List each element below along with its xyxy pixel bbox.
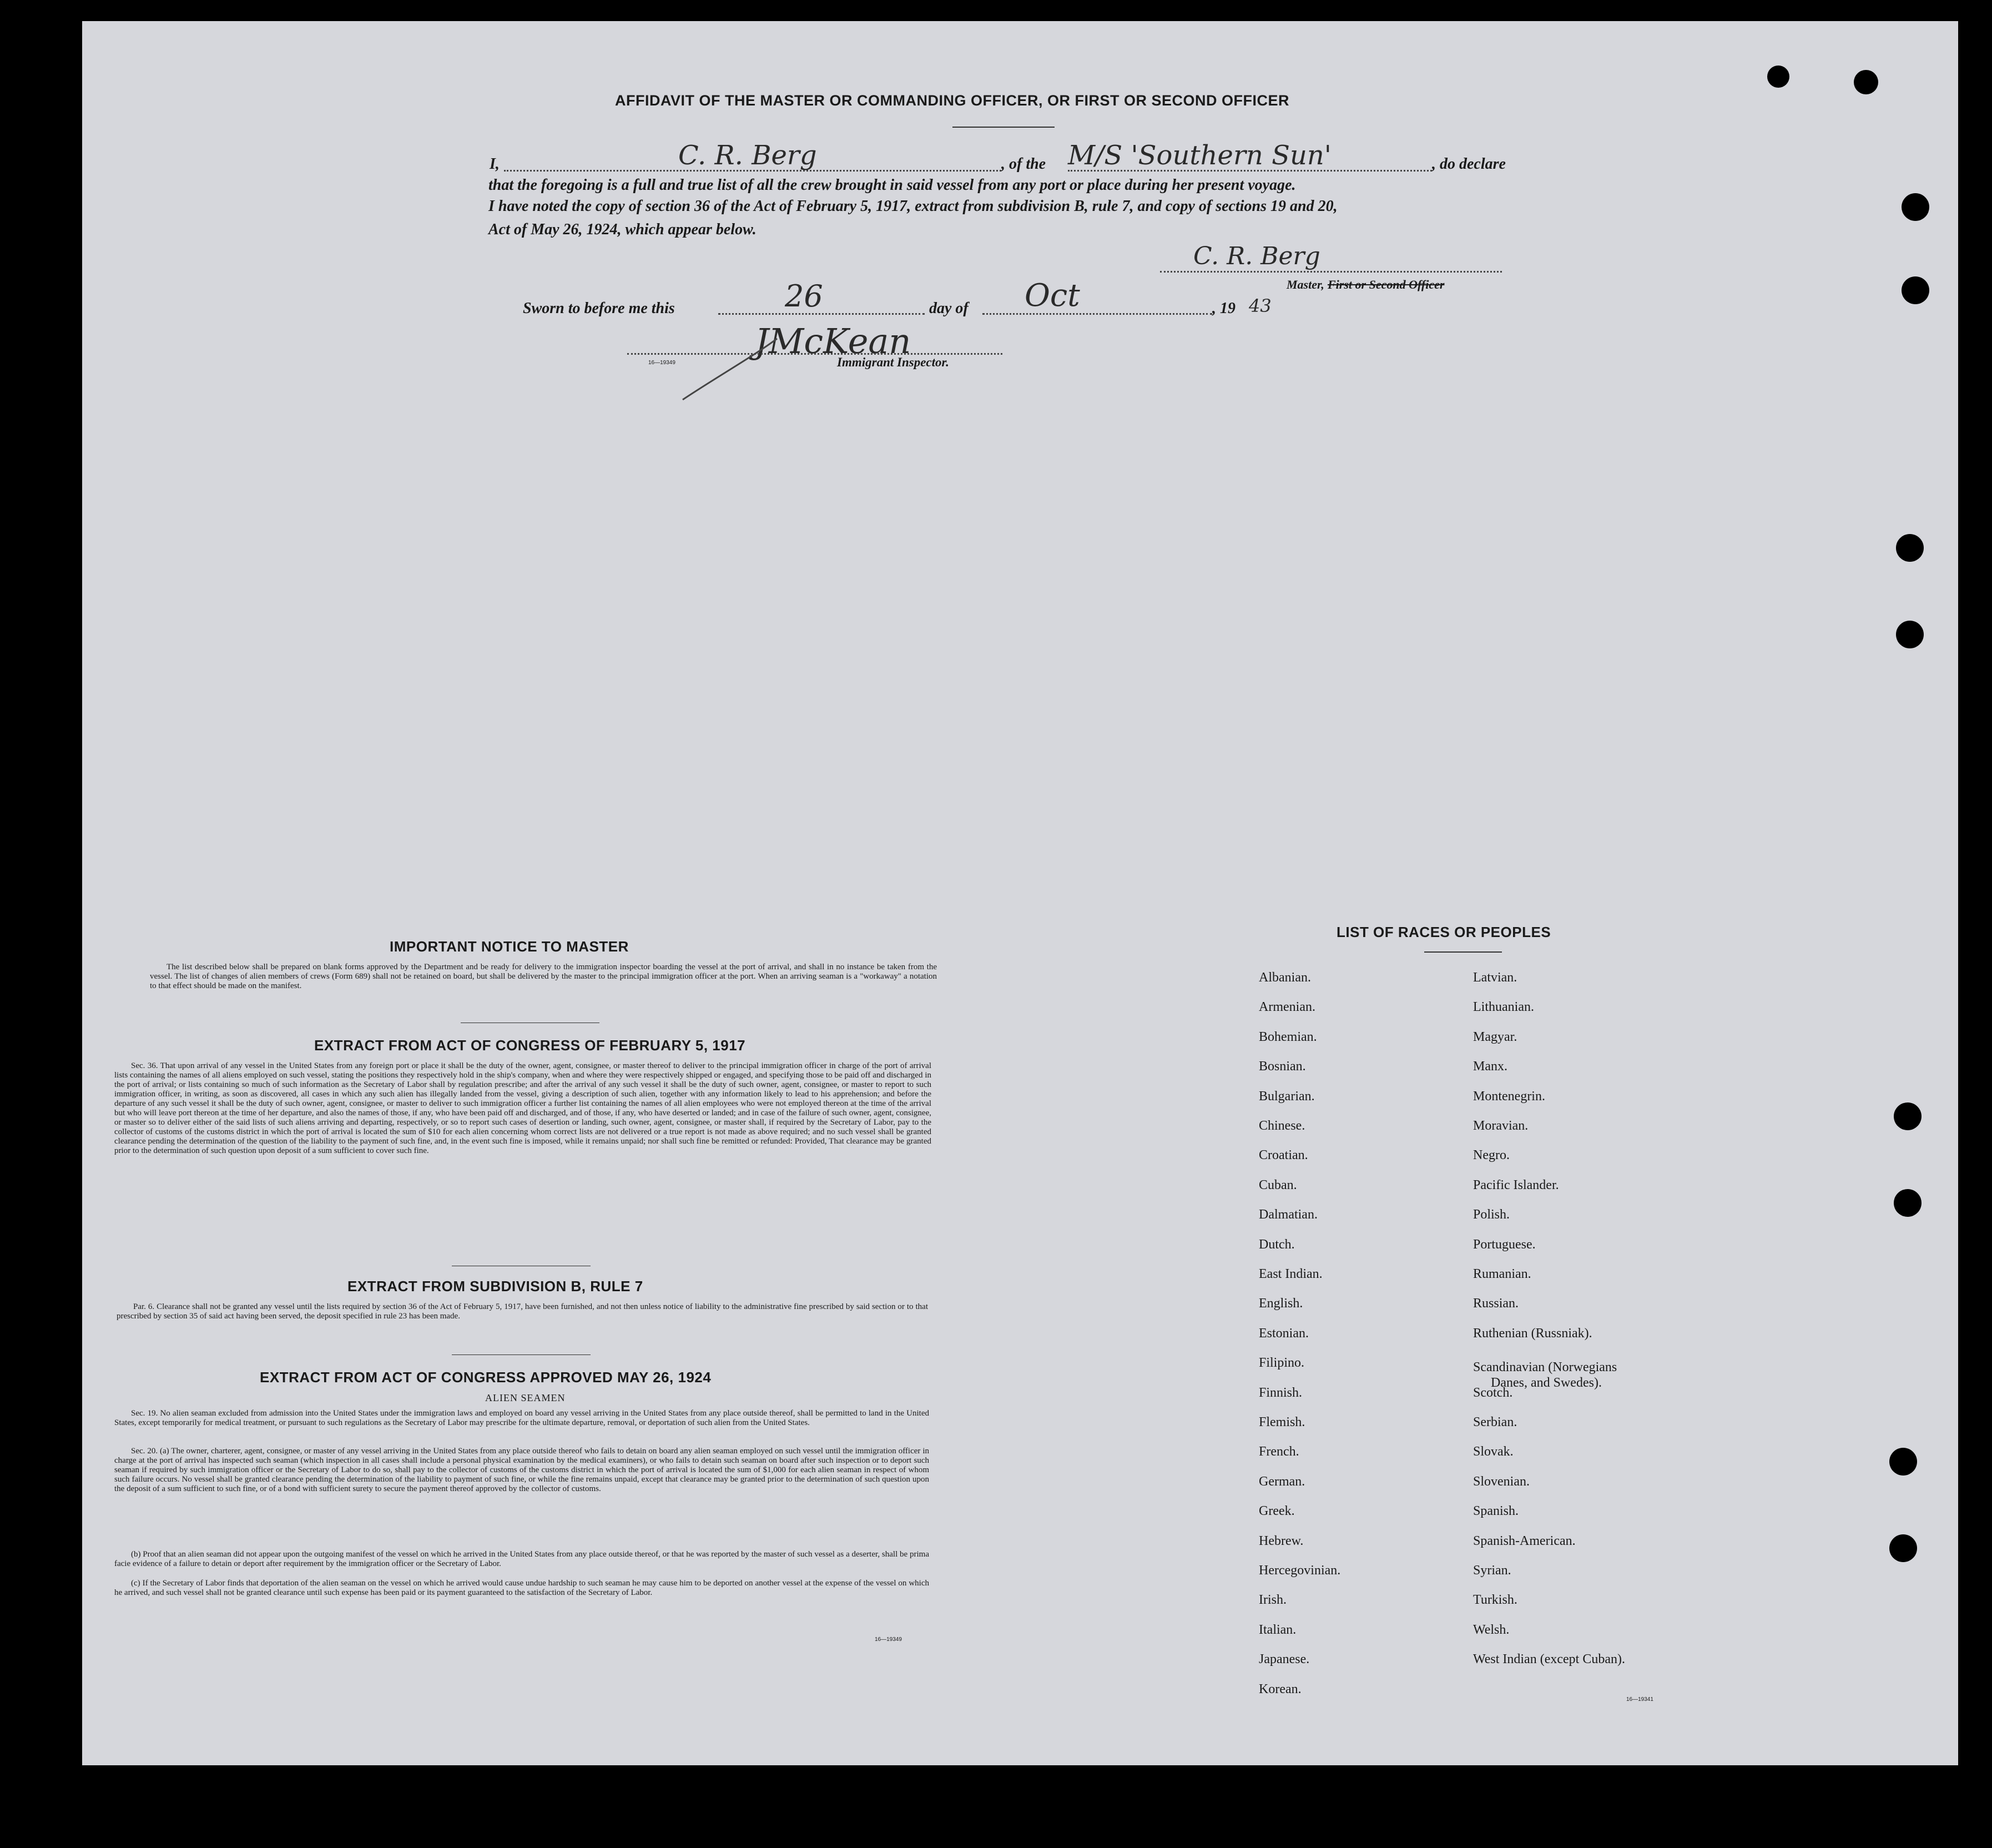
extract-rule7-text: Par. 6. Clearance shall not be granted any vessel until the lists required by section 36 of the Act of February 5, 1917, have been furnished, and not then unless notice of liability to the administrative fine prescribed by said section or to that prescribed by section 35 of said act having been served, the deposit specified in rule 23 has been made. <box>117 1302 928 1321</box>
vessel-name: M/S 'Southern Sun' <box>1068 140 1332 171</box>
signature-flourish <box>672 333 783 405</box>
race-item: Bulgarian. <box>1259 1089 1315 1104</box>
race-item: West Indian (except Cuban). <box>1473 1652 1625 1667</box>
race-item: Chinese. <box>1259 1119 1305 1133</box>
day-of-label: day of <box>929 300 969 317</box>
punch-hole <box>1894 1189 1922 1217</box>
master-signature: C. R. Berg <box>1193 242 1320 270</box>
race-item: Hebrew. <box>1259 1533 1304 1548</box>
year-prefix: , 19 <box>1212 300 1235 317</box>
race-item: Flemish. <box>1259 1415 1305 1429</box>
master-label: Master, <box>1287 278 1324 291</box>
notice-text: The list described below shall be prepared on blank forms approved by the Department and be ready for delivery to the immigration inspector boarding the vessel at the port of arrival, and shall in no instance be taken from the vessel. The list of changes of alien members of crews (Form 689) shall not be retained on board, but shall be delivered by the master to the principal immigration officer at the port. When an arriving seaman is a "workaway" a notation to that effect should be made on the manifest. <box>150 963 937 990</box>
race-item: Serbian. <box>1473 1415 1517 1429</box>
race-item: Bosnian. <box>1259 1059 1306 1074</box>
sworn-month-line <box>982 313 1212 315</box>
master-signature-line <box>1160 271 1502 273</box>
affidavit-line-2: that the foregoing is a full and true list of all the crew brought in said vessel from any port or place during her present voyage. <box>488 177 1296 194</box>
race-item: Japanese. <box>1259 1652 1310 1667</box>
race-item: Finnish. <box>1259 1385 1303 1400</box>
race-item: Scandinavian (Norwegians <box>1473 1360 1617 1375</box>
master-name: C. R. Berg <box>678 140 817 171</box>
extract-1924-sec20c: (c) If the Secretary of Labor finds that deportation of the alien seaman on the vessel on which he arrived would cause undue hardship to such seaman he may cause him to be deported on another vessel at the expense of the vessel on which he arrived, and such vessel shall not be granted clearance until such expense has been paid or its payment guaranteed to the satisfaction of the Secretary of Labor. <box>114 1579 929 1597</box>
race-item: Filipino. <box>1259 1356 1305 1371</box>
affidavit-line-3: I have noted the copy of section 36 of the Act of February 5, 1917, extract from subdivision B, rule 7, and copy of sections 19 and 20, <box>488 198 1338 215</box>
race-item: Dalmatian. <box>1259 1207 1318 1222</box>
race-item: Italian. <box>1259 1622 1297 1637</box>
race-item: Manx. <box>1473 1059 1507 1074</box>
race-item: Irish. <box>1259 1593 1287 1608</box>
punch-hole <box>1767 66 1789 88</box>
race-item: Polish. <box>1473 1207 1510 1222</box>
punch-hole <box>1894 1102 1922 1130</box>
race-item: Syrian. <box>1473 1563 1511 1578</box>
race-item: Scotch. <box>1473 1385 1513 1400</box>
affidavit-i-label: I, <box>490 155 500 173</box>
race-item: Spanish-American. <box>1473 1533 1576 1548</box>
sworn-label: Sworn to before me this <box>523 300 675 317</box>
race-item: Moravian. <box>1473 1119 1529 1133</box>
affidavit-line-4: Act of May 26, 1924, which appear below. <box>488 221 757 238</box>
race-item: Greek. <box>1259 1504 1295 1519</box>
race-item: English. <box>1259 1296 1303 1311</box>
inspector-signature-line <box>627 353 1002 355</box>
extract-1917-text: Sec. 36. That upon arrival of any vessel in the United States from any foreign port or place it shall be the duty of the owner, agent, consignee, or master thereof to deliver to the principal immigration officer in charge of the port of arrival lists containing the names of all aliens employed on such vessel, stating the positions they respectively hold in the ship's company, when and where they were respectively shipped or engaged, and specifying those to be paid off and discharged in the port of arrival; or lists containing so much of such information as the Secretary of Labor shall by regulation prescribe; and after the arrival of any such vessel it shall be the duty of such owner, agent, consignee, or master to report to such immigration officer, in writing, as soon as discovered, all cases in which any such alien has illegally landed from the vessel, giving a description of such alien, together with any information likely to lead to his apprehension; and before the departure of any such vessel it shall be the duty of such owner, agent, consignee, or master to deliver to such immigration officer a further list containing the names of all alien employees who were not employed thereon at the time of the arrival but who will leave port thereon at the time of her departure, and also the names of those, if any, who have been paid off and discharged, and of those, if any, who have deserted or landed; and in case of the failure of such owner, agent, consignee, or master so to deliver either of the said lists of such aliens arriving and departing, respectively, or so to report such cases of desertion or landing, such owner, agent, consignee, or master shall, if required by the Secretary of Labor, pay to the collector of customs of the customs district in which the port of arrival is located the sum of $10 for each alien concerning whom correct lists are not delivered or a true report is not made as above required; and no such vessel shall be granted clearance pending the determination of the question of the liability to the payment of such fine, and, in the event such fine is imposed, while it remains unpaid; nor shall such fine be remitted or refunded: Provided, That clearance may be granted prior to the determination of such question upon deposit of a sum sufficient to cover such fine. <box>114 1061 931 1155</box>
race-item: Montenegrin. <box>1473 1089 1545 1104</box>
race-item: Rumanian. <box>1473 1267 1531 1281</box>
race-item: Cuban. <box>1259 1177 1297 1192</box>
extract-1924-title: EXTRACT FROM ACT OF CONGRESS APPROVED MAY 26, 1924 <box>260 1369 712 1386</box>
punch-hole <box>1902 193 1929 221</box>
race-item: East Indian. <box>1259 1267 1323 1281</box>
inspector-form-number: 16—19349 <box>648 360 675 366</box>
inspector-signature: JMcKean <box>755 321 911 361</box>
race-item: Korean. <box>1259 1681 1302 1696</box>
races-title: LIST OF RACES OR PEOPLES <box>1337 924 1551 940</box>
race-item: Magyar. <box>1473 1029 1517 1044</box>
race-item: Croatian. <box>1259 1148 1308 1163</box>
race-item: Turkish. <box>1473 1593 1517 1608</box>
year-suffix: 43 <box>1249 295 1272 316</box>
extract-rule7-title: EXTRACT FROM SUBDIVISION B, RULE 7 <box>347 1278 643 1295</box>
races-form-number: 16—19341 <box>1626 1696 1653 1703</box>
extract-1924-subtitle: ALIEN SEAMEN <box>485 1392 566 1403</box>
sworn-day: 26 <box>785 279 823 314</box>
extract-1924-sec19: Sec. 19. No alien seaman excluded from admission into the United States under the immigration laws and employed on board any vessel arriving in the United States from any place outside thereof, shall be permitted to land in the United States, except temporarily for medical treatment, or pursuant to such regulations as the Secretary of Labor may prescribe for the ultimate departure, removal, or deportation of such alien from the United States. <box>114 1409 929 1427</box>
race-item: Albanian. <box>1259 970 1311 985</box>
race-item: Slovenian. <box>1473 1474 1530 1489</box>
race-item: Lithuanian. <box>1473 1000 1534 1015</box>
inspector-label: Immigrant Inspector. <box>837 355 949 369</box>
punch-hole <box>1896 621 1924 648</box>
extract-1924-sec20b: (b) Proof that an alien seaman did not appear upon the outgoing manifest of the vessel on which he arrived in the United States from any place outside thereof, or that he was reported by the master of such vessel as a deserter, shall be prima facie evidence of a failure to detain or deport after requirement by the immigration officer or the Secretary of Labor. <box>114 1550 929 1568</box>
race-item: Dutch. <box>1259 1237 1295 1252</box>
race-item: Portuguese. <box>1473 1237 1536 1252</box>
sworn-month: Oct <box>1025 278 1080 314</box>
document-page <box>82 21 1958 1765</box>
race-item: Armenian. <box>1259 1000 1315 1015</box>
race-item: Estonian. <box>1259 1326 1309 1341</box>
race-item: Latvian. <box>1473 970 1517 985</box>
race-item: French. <box>1259 1444 1299 1459</box>
punch-hole <box>1896 534 1924 562</box>
races-divider <box>1424 951 1502 953</box>
punch-hole <box>1854 70 1878 94</box>
race-item: Slovak. <box>1473 1444 1514 1459</box>
affidavit-title: AFFIDAVIT OF THE MASTER OR COMMANDING OFFICER, OR FIRST OR SECOND OFFICER <box>615 92 1289 109</box>
race-item: Pacific Islander. <box>1473 1177 1559 1192</box>
race-item: Spanish. <box>1473 1504 1519 1519</box>
race-item: Hercegovinian. <box>1259 1563 1341 1578</box>
extract-1924-sec20a: Sec. 20. (a) The owner, charterer, agent, consignee, or master of any vessel arriving in the United States from any place outside thereof who fails to detain on board any alien seaman employed on such vessel until the immigration officer in charge at the port of arrival has inspected such seaman (which inspection in all cases shall include a personal physical examination by the medical examiners), or who fails to detain such seaman on board after such inspection or to deport such seaman if required by such immigration officer or the Secretary of Labor to do so, shall pay to the collector of customs of the customs district in which the port of arrival is located the sum of $1,000 for each alien seaman in respect of whom such failure occurs. No vessel shall be granted clearance pending the determination of the liability to payment of such fine, or while the fine remains unpaid, except that clearance may be granted prior to the determination of such question upon the deposit of a sum sufficient to such fine, or of a bond with sufficient surety to secure the payment thereof approved by the collector of customs. <box>114 1447 929 1493</box>
officer-struck-label: First or Second Officer <box>1328 278 1445 291</box>
punch-hole <box>1889 1448 1917 1476</box>
notice-title: IMPORTANT NOTICE TO MASTER <box>390 938 629 955</box>
punch-hole <box>1889 1534 1917 1562</box>
race-item: Ruthenian (Russniak). <box>1473 1326 1592 1341</box>
extract-rule7-divider <box>452 1354 591 1355</box>
extract-1917-title: EXTRACT FROM ACT OF CONGRESS OF FEBRUARY 5, 1917 <box>314 1037 746 1054</box>
race-item: Welsh. <box>1473 1622 1510 1637</box>
race-item: Negro. <box>1473 1148 1510 1163</box>
punch-hole <box>1902 276 1929 304</box>
extract-form-number: 16—19349 <box>875 1636 902 1643</box>
race-item: German. <box>1259 1474 1305 1489</box>
race-item: Bohemian. <box>1259 1029 1317 1044</box>
of-the-label: , of the <box>1001 155 1046 173</box>
do-declare-label: , do declare <box>1432 155 1506 173</box>
title-divider <box>952 127 1055 128</box>
race-item: Danes, and Swedes). <box>1491 1376 1602 1391</box>
race-item: Russian. <box>1473 1296 1519 1311</box>
